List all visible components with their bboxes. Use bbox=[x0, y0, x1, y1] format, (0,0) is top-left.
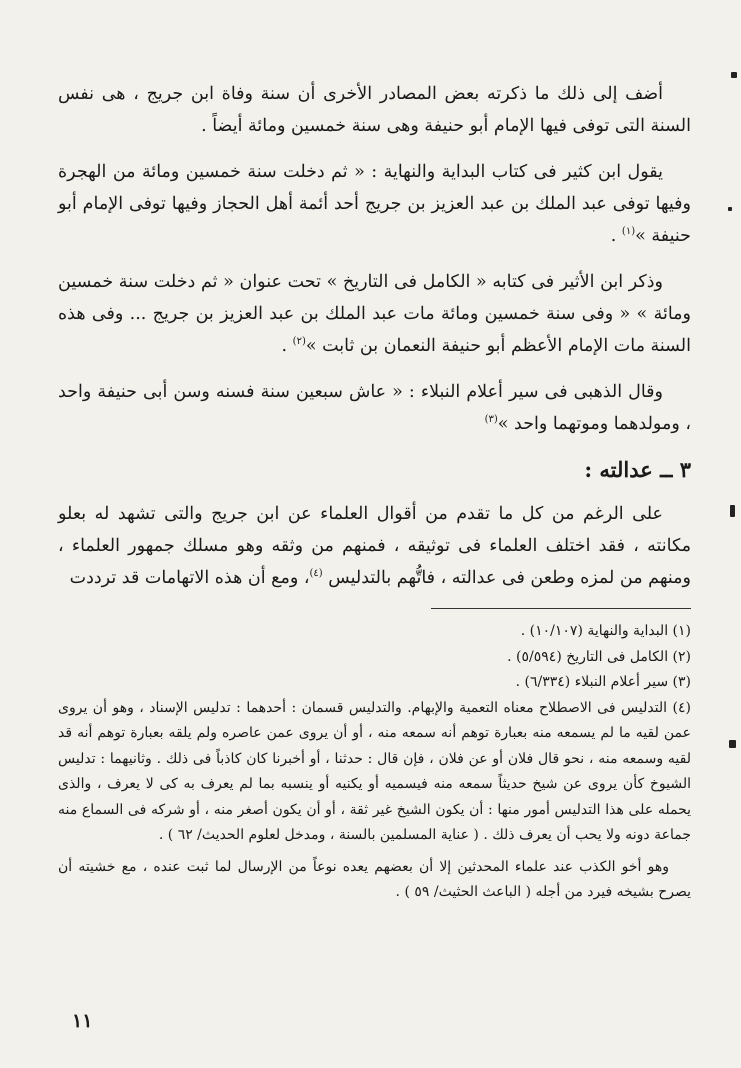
margin-mark bbox=[731, 72, 737, 78]
footnote-4-continued: وهو أخو الكذب عند علماء المحدثين إلا أن بعضهم يعده نوعاً من الإرسال لما ثبت عنده ، مع خشيته أن يصرح بشيخه فيرد من أجله ( الباعث الحثيث/ ٥٩ ) . bbox=[58, 858, 691, 900]
book-page bbox=[58, 78, 691, 906]
section-heading: ٣ ــ عدالته : bbox=[584, 457, 691, 482]
paragraph-5-text-a: على الرغم من كل ما تقدم من أقوال العلماء عن ابن جريج والتى تشهد له بعلو مكانته ، فقد اختلف العلماء فى توثيقه ، فمنهم من وثقه وهو مسلك جمهور العلماء ، ومنهم من لمزه وطعن فى عدالته ، فاتُّهم بالتدليس bbox=[58, 504, 691, 588]
footnote-4: (٤) التدليس فى الاصطلاح معناه التعمية والإبهام. والتدليس قسمان : أحدهما : تدليس الإسناد ، وهو أن يروى عمن لقيه ما لم يسمعه منه بعبارة توهم أنه سمعه منه ، أو أن يروى عمن عاصره ولم يلقه بعبارة توهم أنه قد لقيه وسمعه منه ، نحو قال فلان أو عن فلان ، فإن قال : حدثنا ، أو أخبرنا كان كاذباً فى ذلك . وثانيهما : تدليس الشيوخ كأن يروى عن شيخ حديثاً سمعه منه فيسميه أو يكنيه أو ينسبه بما لم يعرف به كى لا يعرف ، والذى يحمله على هذا التدليس أمور منها : أن يكون الشيخ غير ثقة ، أو أن يكون أصغر منه ، أو شركه فى السماع منه جماعة دونه ولا يحب أن يعرف ذلك . ( عناية المسلمين بالسنة ، ومدخل لعلوم الحديث/ ٦٢ ) . bbox=[58, 699, 691, 843]
footnote-ref-3[interactable]: (٣) bbox=[484, 414, 498, 426]
footnote-ref-4[interactable]: (٤) bbox=[309, 568, 323, 580]
paragraph-4-text: وقال الذهبى فى سير أعلام النبلاء : « عاش سبعين سنة فسنه وسن أبى حنيفة واحد ، ومولدهما وموتهما واحد » bbox=[58, 382, 691, 434]
paragraph-3-end: . bbox=[281, 336, 293, 356]
footnote-ref-2[interactable]: (٢) bbox=[292, 336, 306, 348]
footnote-3: (٣) سير أعلام النبلاء (٦/٣٣٤) . bbox=[515, 674, 691, 690]
margin-mark bbox=[730, 505, 735, 517]
paragraph-4 bbox=[58, 376, 691, 440]
footnote-2: (٢) الكامل فى التاريخ (٥/٥٩٤) . bbox=[507, 648, 691, 665]
margin-mark bbox=[729, 740, 736, 748]
paragraph-2-text: يقول ابن كثير فى كتاب البداية والنهاية : « ثم دخلت سنة خمسين ومائة من الهجرة وفيها توفى عبد الملك بن عبد العزيز بن جريج أحد أئمة أهل الحجاز وفيها توفى الإمام أبو حنيفة » bbox=[58, 162, 691, 246]
footnote-divider bbox=[431, 608, 691, 609]
page-number: ١١ bbox=[72, 1010, 93, 1032]
paragraph-2 bbox=[58, 156, 691, 252]
paragraph-1: أضف إلى ذلك ما ذكرته بعض المصادر الأخرى أن سنة وفاة ابن جريج ، هى نفس السنة التى توفى فيها الإمام أبو حنيفة وهى سنة خمسين ومائة أيضاً . bbox=[58, 84, 691, 136]
footnote-1: (١) البداية والنهاية (١٠/١٠٧) . bbox=[520, 623, 691, 639]
paragraph-2-end: . bbox=[610, 226, 622, 246]
paragraph-3-text: وذكر ابن الأثير فى كتابه « الكامل فى التاريخ » تحت عنوان « ثم دخلت سنة خمسين ومائة » « وفى سنة خمسين ومائة مات عبد الملك بن عبد العزيز بن جريج ... وفى هذه السنة مات الإمام الأعظم أبو حنيفة النعمان بن ثابت » bbox=[58, 272, 691, 356]
footnote-ref-1[interactable]: (١) bbox=[621, 226, 636, 238]
paragraph-5 bbox=[58, 498, 691, 594]
margin-mark bbox=[728, 207, 732, 211]
paragraph-3 bbox=[58, 266, 691, 362]
paragraph-5-text-b: ، ومع أن هذه الاتهامات قد ترددت bbox=[69, 568, 310, 588]
